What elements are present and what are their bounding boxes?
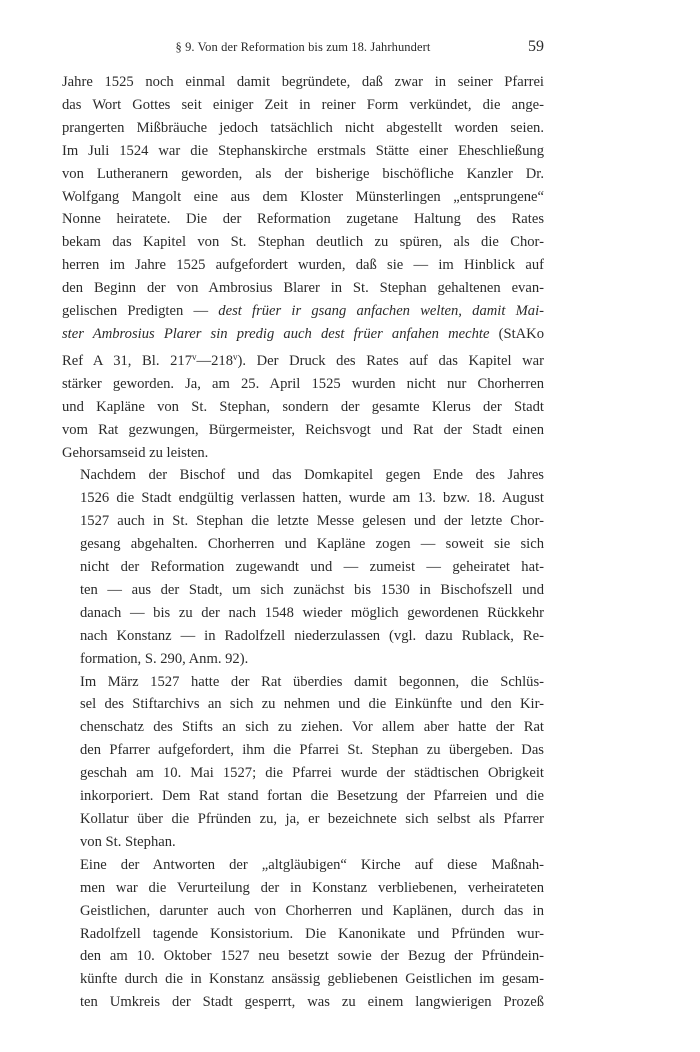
text-line: danach — bis zu der nach 1548 wieder möglich gewordenen Rückkehr — [80, 604, 544, 621]
text-line: vom Rat gezwungen, Bürgermeister, Reichsvogt und Rat der Stadt einen — [62, 421, 544, 438]
text-line: nicht der Reformation zugewandt und — zumeist — geheiratet hat- — [80, 559, 544, 576]
text-segment: Ref A 31, Bl. 217 — [62, 352, 192, 369]
text-line: 1526 die Stadt endgültig verlassen hatten, wurde am 13. bzw. 18. August — [80, 490, 544, 507]
text-line: geschah am 10. Mai 1527; die Pfarrei wurde der städtischen Obrigkeit — [80, 765, 544, 782]
text-segment: ). Der Druck des Rates auf das Kapitel war — [237, 352, 544, 369]
page-number: 59 — [528, 38, 544, 55]
text-line: Im Juli 1524 war die Stephanskirche erstmals Stätte einer Eheschließung — [62, 142, 544, 159]
text-line: Nachdem der Bischof und das Domkapitel gegen Ende des Jahres — [80, 467, 544, 484]
paragraph-3 — [62, 671, 544, 854]
text-line: chenschatz des Stifts an sich zu ziehen. Vor allem aber hatte der Rat — [80, 719, 544, 736]
text-line: und Kapläne von St. Stephan, sondern der gesamte Klerus der Stadt — [62, 398, 544, 415]
text-line: herren im Jahre 1525 aufgefordert wurden, daß sie — im Hinblick auf — [62, 257, 544, 274]
text-line: Wolfgang Mangolt eine aus dem Kloster Münsterlingen „entsprungene“ — [62, 188, 544, 205]
running-head: § 9. Von der Reformation bis zum 18. Jahrhundert — [175, 40, 431, 54]
text-segment: gelischen Predigten — — [62, 303, 219, 320]
text-line: Jahre 1525 noch einmal damit begründete, daß zwar in seiner Pfarrei — [62, 74, 544, 90]
text-line: von Lutheranern geworden, als der bisherige bischöfliche Kanzler Dr. — [62, 165, 544, 182]
text-line: Im März 1527 hatte der Rat überdies damit begonnen, die Schlüs- — [80, 673, 544, 690]
page-header — [62, 40, 544, 60]
text-line: gesang abgehalten. Chorherren und Kapläne zogen — soweit sie sich — [80, 536, 544, 553]
text-line: ten — aus der Stadt, um sich zunächst bis 1530 in Bischofszell und — [80, 581, 544, 598]
text-line: inkorporiert. Dem Rat stand fortan die Besetzung der Pfarreien und die — [80, 788, 544, 805]
text-line: künfte durch die in Konstanz ansässig gebliebenen Geistlichen im gesam- — [80, 971, 544, 988]
text-line: formation, S. 290, Anm. 92). — [80, 650, 249, 667]
text-line: den Pfarrer aufgefordert, ihm die Pfarrei St. Stephan zu übergeben. Das — [80, 742, 544, 759]
text-line: ten Umkreis der Stadt gesperrt, was zu einem langwierigen Prozeß — [80, 994, 544, 1011]
paragraph-2 — [62, 464, 544, 670]
text-segment: (StAKo — [489, 325, 544, 342]
text-line: Gehorsamseid zu leisten. — [62, 444, 209, 461]
text-line-mixed — [62, 323, 544, 346]
text-line: stärker geworden. Ja, am 25. April 1525 wurden nicht nur Chorherren — [62, 375, 544, 392]
text-segment: —218 — [196, 352, 233, 369]
text-line: Eine der Antworten der „altgläubigen“ Kirche auf diese Maßnah- — [80, 856, 544, 873]
text-line: den am 10. Oktober 1527 neu besetzt sowie der Bezug der Pfründein- — [80, 948, 544, 965]
paragraph-1 — [62, 71, 544, 464]
italic-quote: dest früer ir gsang anfachen welten, damit Mai- — [218, 303, 544, 320]
body-text — [62, 71, 544, 1014]
text-line: 1527 auch in St. Stephan die letzte Messe gelesen und der letzte Chor- — [80, 513, 544, 530]
superscript: v — [232, 351, 238, 362]
text-line: bekam das Kapitel von St. Stephan deutlich zu spüren, als die Chor- — [62, 234, 544, 251]
text-line: Nonne heiratete. Die der Reformation zugetane Haltung des Rates — [62, 211, 544, 228]
paragraph-4 — [62, 854, 544, 1014]
text-line-mixed — [62, 346, 544, 373]
text-line: Radolfzell tagende Konsistorium. Die Kanonikate und Pfründen wur- — [80, 925, 544, 942]
text-line: men war die Verurteilung der in Konstanz verbliebenen, verheirateten — [80, 879, 544, 896]
text-line-mixed — [62, 300, 544, 323]
text-line: Kollatur über die Pfründen zu, ja, er bezeichnete sich selbst als Pfarrer — [80, 811, 544, 827]
text-line: von St. Stephan. — [80, 833, 176, 850]
italic-quote: ster Ambrosius Plarer sin predig auch dest früer anfahen mechte — [62, 325, 490, 342]
text-line: das Wort Gottes seit einiger Zeit in reiner Form verkündet, die ange- — [62, 96, 544, 113]
text-line: den Beginn der von Ambrosius Blarer in St. Stephan gehaltenen evan- — [62, 280, 544, 297]
text-line: sel des Stiftarchivs an sich zu nehmen und die Einkünfte und den Kir- — [80, 696, 544, 713]
text-line: nach Konstanz — in Radolfzell niederzulassen (vgl. dazu Rublack, Re- — [80, 627, 544, 644]
text-line: prangerten Mißbräuche jedoch tatsächlich nicht abgestellt worden seien. — [62, 119, 544, 136]
text-line: Geistlichen, darunter auch von Chorherren und Kaplänen, durch das in — [80, 902, 544, 919]
superscript: v — [192, 351, 197, 362]
